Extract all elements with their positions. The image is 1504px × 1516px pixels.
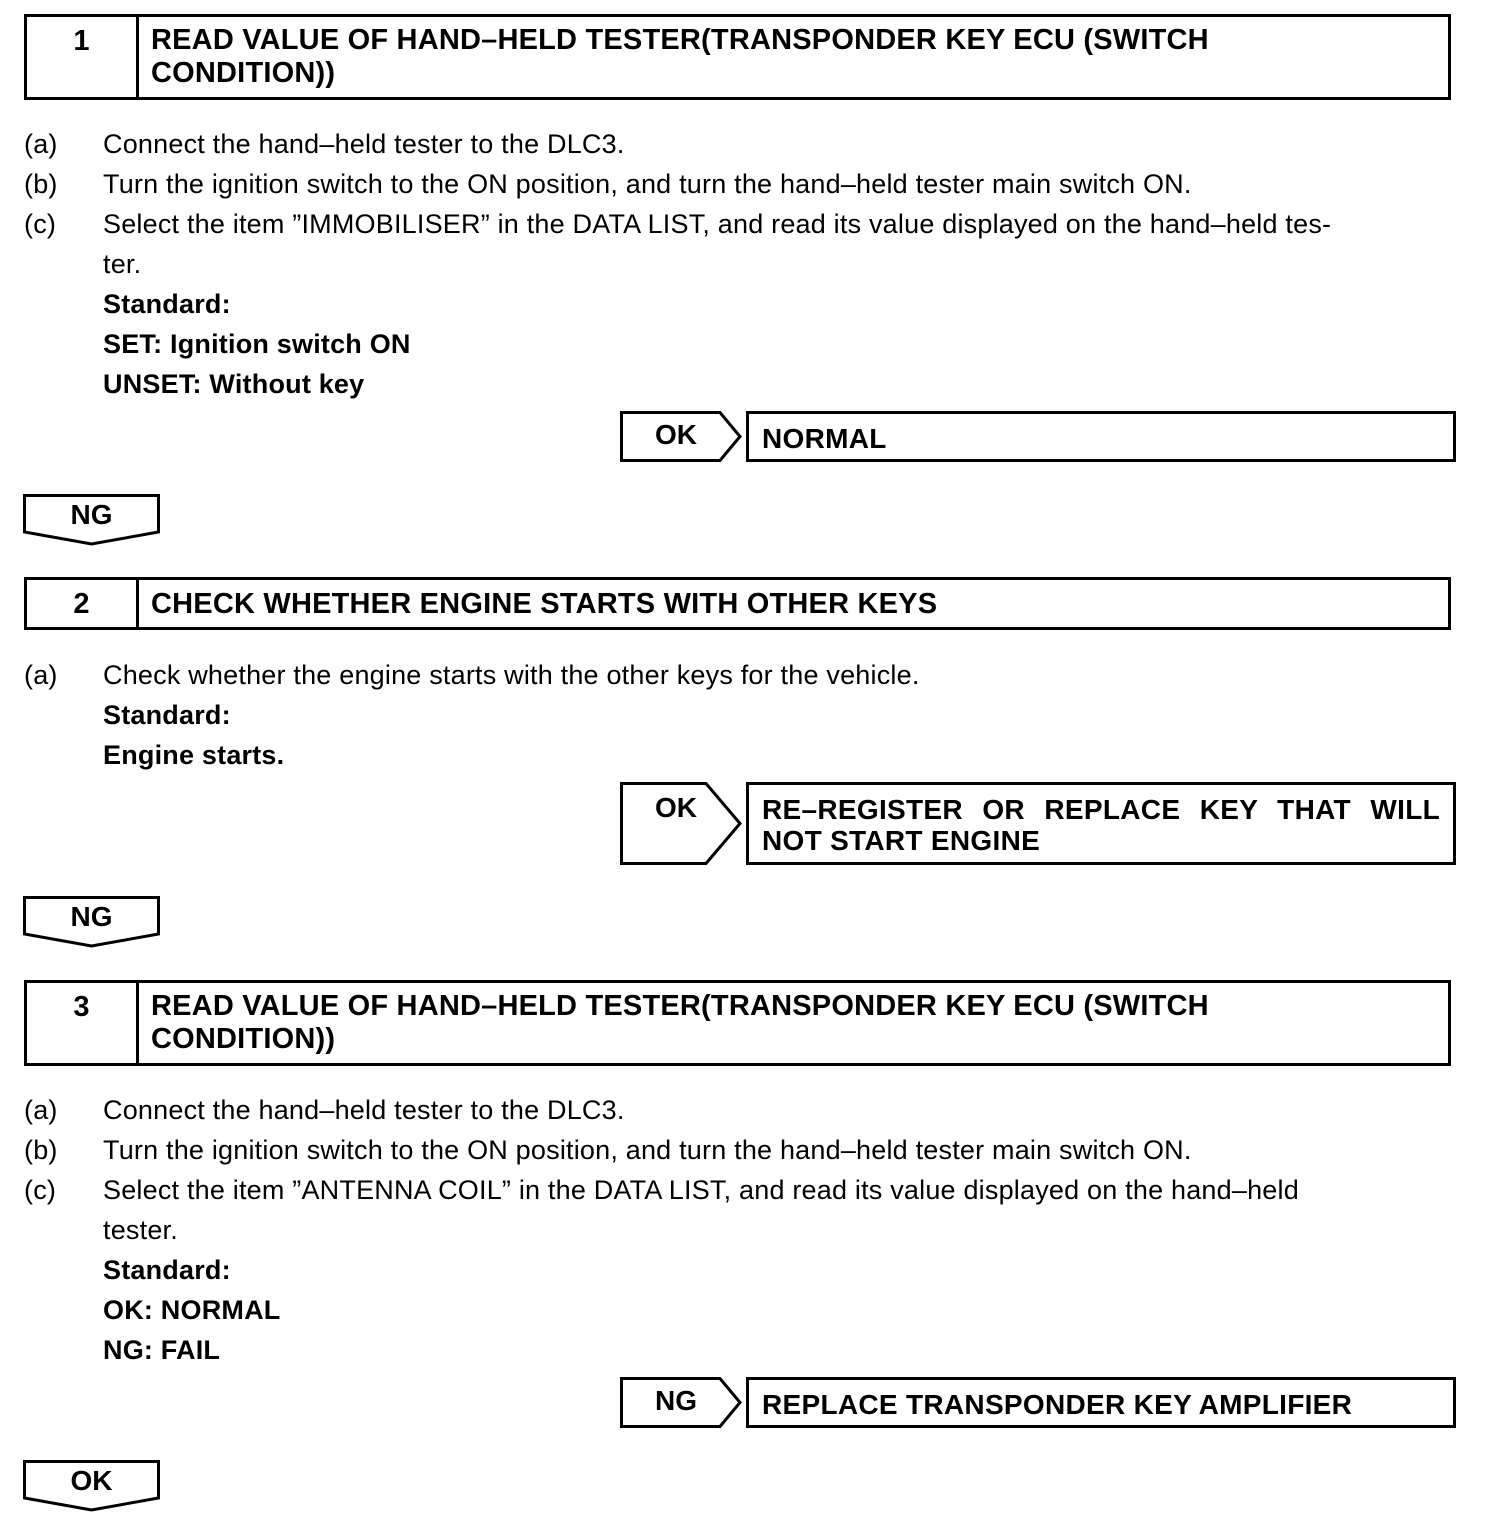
step-title	[139, 983, 1448, 1063]
step-title-line: CONDITION))	[151, 1023, 336, 1055]
result-action	[746, 411, 1456, 462]
step-2-result	[620, 782, 1456, 865]
step-2-instructions	[24, 655, 1460, 775]
standard-label: Standard:	[103, 289, 231, 319]
step-3-header	[24, 980, 1451, 1066]
instruction-label: (a)	[24, 1095, 58, 1125]
instruction-item	[24, 1090, 1460, 1130]
step-number: 1	[27, 17, 139, 97]
result-action-text: RE–REGISTER OR REPLACE KEY THAT WILL	[762, 794, 1440, 825]
step-number: 3	[27, 983, 139, 1063]
instruction-item	[24, 655, 1460, 695]
result-condition: OK	[655, 419, 697, 450]
result-action-text: REPLACE TRANSPONDER KEY AMPLIFIER	[762, 1389, 1353, 1420]
step-3-flow-ok	[23, 1460, 160, 1512]
standard-label: Standard:	[103, 1255, 231, 1285]
step-title-line: CHECK WHETHER ENGINE STARTS WITH OTHER KEYS	[151, 588, 938, 620]
instruction-text-continued: ter.	[103, 249, 142, 279]
flow-label: OK	[70, 1465, 113, 1496]
instruction-item	[24, 204, 1460, 244]
instruction-item	[24, 164, 1460, 204]
instruction-item	[24, 1170, 1460, 1210]
step-3-result	[620, 1377, 1456, 1428]
standard-value: Engine starts.	[103, 740, 285, 770]
step-1-instructions	[24, 124, 1460, 404]
result-condition: NG	[655, 1385, 697, 1416]
instruction-item	[24, 124, 1460, 164]
standard-label: Standard:	[103, 700, 231, 730]
step-title	[139, 580, 1448, 627]
step-title	[139, 17, 1448, 97]
standard-value: UNSET: Without key	[103, 369, 365, 399]
instruction-text: Select the item ”ANTENNA COIL” in the DATA LIST, and read its value displayed on the hand–held	[103, 1175, 1299, 1205]
instruction-text: Turn the ignition switch to the ON position, and turn the hand–held tester main switch ON.	[103, 1135, 1192, 1165]
step-1-result	[620, 411, 1456, 462]
step-title-line: CONDITION))	[151, 57, 336, 89]
instruction-label: (a)	[24, 660, 58, 690]
step-2-header	[24, 577, 1451, 630]
result-action-text: NORMAL	[762, 423, 887, 454]
instruction-text-continued: tester.	[103, 1215, 178, 1245]
instruction-label: (b)	[24, 1135, 58, 1165]
standard-value: OK: NORMAL	[103, 1295, 281, 1325]
standard-value: NG: FAIL	[103, 1335, 221, 1365]
instruction-label: (a)	[24, 129, 58, 159]
result-action-text: NOT START ENGINE	[762, 825, 1041, 856]
result-condition: OK	[655, 792, 697, 823]
step-title-line: READ VALUE OF HAND–HELD TESTER(TRANSPONDER KEY ECU (SWITCH	[151, 990, 1209, 1022]
instruction-label: (c)	[24, 1175, 57, 1205]
flow-label: NG	[70, 499, 113, 530]
step-number: 2	[27, 580, 139, 627]
instruction-text: Select the item ”IMMOBILISER” in the DATA LIST, and read its value displayed on the hand–held tes-	[103, 209, 1332, 239]
result-action	[746, 1377, 1456, 1428]
instruction-item	[24, 1130, 1460, 1170]
flow-label: NG	[70, 901, 113, 932]
result-action	[746, 782, 1456, 865]
standard-value: SET: Ignition switch ON	[103, 329, 411, 359]
instruction-text: Check whether the engine starts with the other keys for the vehicle.	[103, 660, 920, 690]
instruction-label: (b)	[24, 169, 58, 199]
instruction-text: Connect the hand–held tester to the DLC3.	[103, 129, 625, 159]
step-title-line: READ VALUE OF HAND–HELD TESTER(TRANSPONDER KEY ECU (SWITCH	[151, 24, 1209, 56]
instruction-text: Turn the ignition switch to the ON position, and turn the hand–held tester main switch ON.	[103, 169, 1192, 199]
step-1-header	[24, 14, 1451, 100]
instruction-label: (c)	[24, 209, 57, 239]
step-3-instructions	[24, 1090, 1460, 1370]
instruction-text: Connect the hand–held tester to the DLC3.	[103, 1095, 625, 1125]
step-1-flow-ng	[23, 494, 160, 546]
step-2-flow-ng	[23, 896, 160, 948]
